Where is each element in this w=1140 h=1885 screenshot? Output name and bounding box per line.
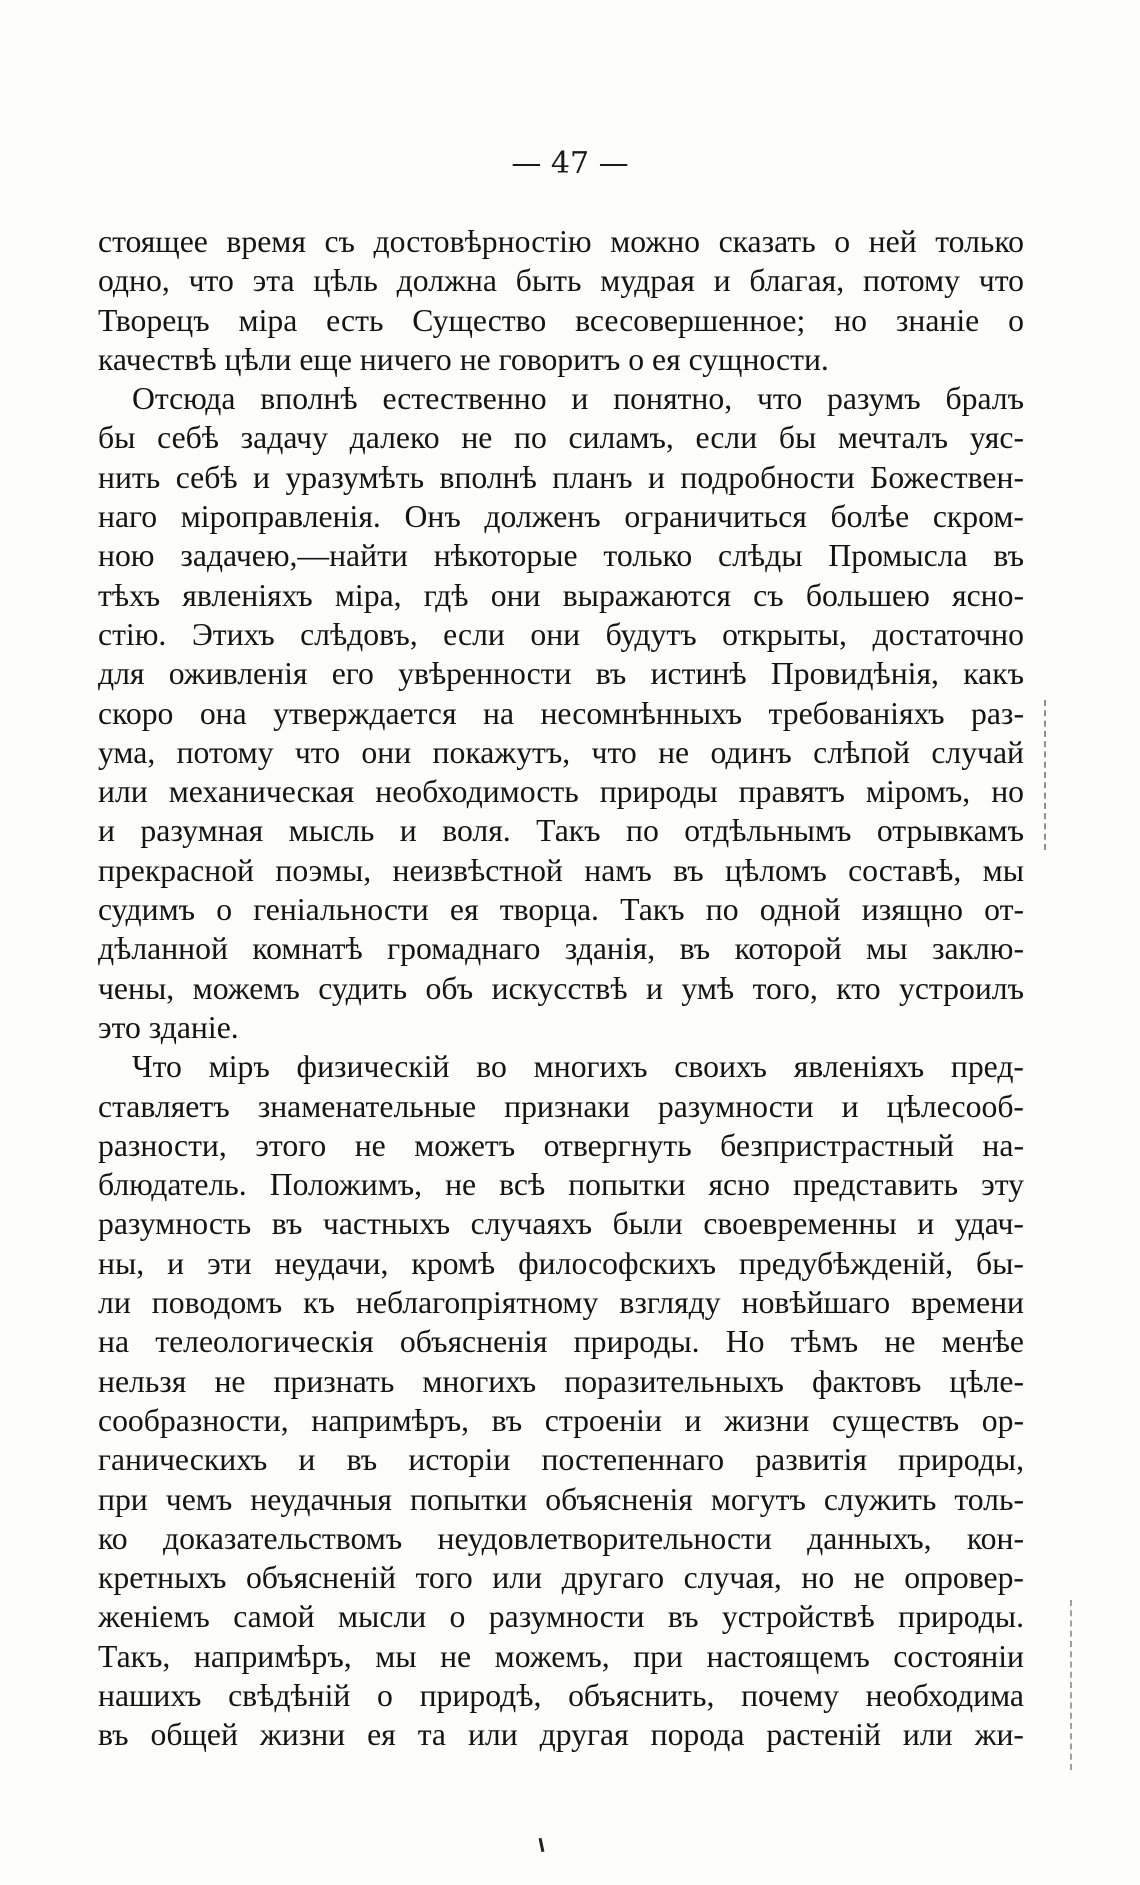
text-line: это зданіе. — [98, 1009, 239, 1045]
text-line: ною задачею,—найти нѣкоторые только слѣды Промысла въ — [98, 538, 1024, 574]
text-line: Творецъ міра есть Существо всесовершенное; но знаніе о — [98, 302, 1024, 338]
text-line: блюдатель. Положимъ, не всѣ попытки ясно представить эту — [98, 1167, 1024, 1203]
text-line: кретныхъ объясненій того или другаго случая, но не опровер- — [98, 1560, 1024, 1596]
paragraph-start-line: Что міръ физическій во многихъ своихъ явленіяхъ пред- — [132, 1049, 1024, 1085]
text-line: ганическихъ и въ исторіи постепеннаго развитія природы, — [98, 1442, 1024, 1478]
text-line: ны, и эти неудачи, кромѣ философскихъ предубѣжденій, бы- — [98, 1245, 1024, 1281]
text-line: стоящее время съ достовѣрностію можно сказать о ней только — [98, 224, 1024, 259]
text-line: при чемъ неудачныя попытки объясненія могутъ служить толь- — [98, 1481, 1024, 1517]
paragraph-start-line: Отсюда вполнѣ естественно и понятно, что разумъ бралъ — [132, 381, 1024, 417]
text-line: наго міроправленія. Онъ долженъ ограничиться болѣе скром- — [98, 499, 1024, 535]
text-line: тѣхъ явленіяхъ міра, гдѣ они выражаются съ большею ясно- — [98, 577, 1024, 613]
text-line: ко доказательствомъ неудовлетворительности данныхъ, кон- — [98, 1520, 1024, 1556]
text-line: Такъ, напримѣръ, мы не можемъ, при настоящемъ состояніи — [98, 1638, 1024, 1674]
text-line: стію. Этихъ слѣдовъ, если они будутъ открыты, достаточно — [98, 616, 1024, 652]
text-line: одно, что эта цѣль должна быть мудрая и благая, потому что — [98, 263, 1024, 299]
text-line: и разумная мысль и воля. Такъ по отдѣльнымъ отрывкамъ — [98, 813, 1024, 849]
text-line: разумность въ частныхъ случаяхъ были своевременны и удач- — [98, 1206, 1024, 1242]
text-line: чены, можемъ судить объ искусствѣ и умѣ того, кто устроилъ — [98, 970, 1024, 1006]
body-text — [98, 222, 1024, 1755]
text-line: ставляетъ знаменательные признаки разумности и цѣлесооб- — [98, 1088, 1024, 1124]
text-line: качествѣ цѣли еще ничего не говоритъ о ея сущности. — [98, 341, 829, 377]
text-line: прекрасной поэмы, неизвѣстной намъ въ цѣломъ составѣ, мы — [98, 852, 1024, 888]
scan-artifact-mark — [539, 1838, 545, 1852]
text-line: скоро она утверждается на несомнѣнныхъ требованіяхъ раз- — [98, 695, 1024, 731]
text-line: судимъ о геніальности ея творца. Такъ по одной изящно от- — [98, 892, 1024, 928]
page-number: — 47 — — [511, 146, 629, 181]
text-line: сообразности, напримѣръ, въ строеніи и жизни существъ ор- — [98, 1402, 1024, 1438]
text-line: женіемъ самой мысли о разумности въ устройствѣ природы. — [98, 1599, 1024, 1635]
text-line: нельзя не признать многихъ поразительныхъ фактовъ цѣле- — [98, 1363, 1024, 1399]
margin-pencil-marks — [1044, 700, 1052, 850]
text-line: разности, этого не можетъ отвергнуть безпристрастный на- — [98, 1127, 1024, 1163]
margin-pencil-marks — [1070, 1600, 1078, 1770]
text-line: въ общей жизни ея та или другая порода растеній или жи- — [98, 1717, 1024, 1753]
text-line: или механическая необходимость природы правятъ міромъ, но — [98, 774, 1024, 810]
text-line: для оживленія его увѣренности въ истинѣ Провидѣнія, какъ — [98, 656, 1024, 692]
text-line: нить себѣ и уразумѣть вполнѣ планъ и подробности Божествен- — [98, 459, 1024, 495]
text-line: бы себѣ задачу далеко не по силамъ, если бы мечталъ уяс- — [98, 420, 1024, 456]
text-line: ума, потому что они покажутъ, что не одинъ слѣпой случай — [98, 734, 1024, 770]
text-line: ли поводомъ къ неблагопріятному взгляду новѣйшаго времени — [98, 1285, 1024, 1321]
text-line: дѣланной комнатѣ громаднаго зданія, въ которой мы заклю- — [98, 931, 1024, 967]
text-line: на телеологическія объясненія природы. Но тѣмъ не менѣе — [98, 1324, 1024, 1360]
text-line: нашихъ свѣдѣній о природѣ, объяснить, почему необходима — [98, 1677, 1024, 1713]
